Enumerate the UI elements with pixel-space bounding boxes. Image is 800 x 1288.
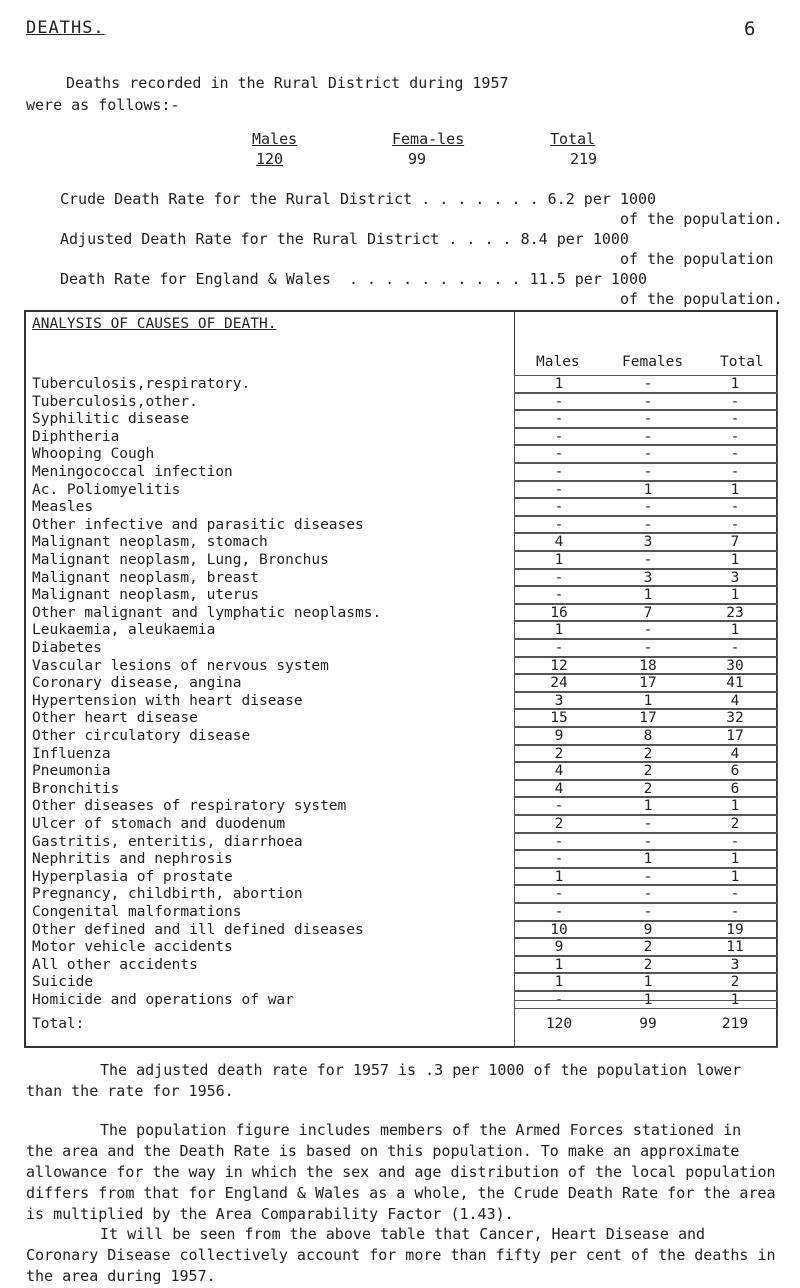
- summary-header-females: Fema-les: [392, 130, 465, 148]
- table-row-cause: Homicide and operations of war: [32, 992, 294, 1008]
- table-row-cause: Tuberculosis,respiratory.: [32, 376, 251, 392]
- table-row-cause: Other infective and parasitic diseases: [32, 516, 364, 533]
- totals-males: 120: [545, 1016, 573, 1032]
- table-row-cause: All other accidents: [32, 956, 198, 973]
- table-cell-total: 2: [730, 974, 740, 991]
- table-cell-males: -: [554, 411, 564, 428]
- table-cell-total: 1: [730, 798, 740, 815]
- table-cell-males: 1: [554, 868, 564, 885]
- table-cell-total: 23: [726, 604, 744, 621]
- table-row-cause: Tuberculosis,other.: [32, 393, 198, 410]
- table-cell-males: 4: [554, 780, 564, 797]
- table-cell-females: 1: [643, 992, 653, 1008]
- table-row-cause: Diphtheria: [32, 428, 120, 445]
- table-cell-total: 6: [730, 763, 740, 780]
- table-cell-males: 4: [554, 534, 564, 551]
- table-cell-total: 3: [730, 956, 740, 973]
- summary-value-females: 99: [408, 150, 427, 168]
- table-cell-total: 7: [730, 534, 740, 551]
- table-cell-males: -: [554, 446, 564, 463]
- table-cell-females: 2: [643, 763, 653, 780]
- adjusted-rate-line: Adjusted Death Rate for the Rural District . . . . 8.4 per 1000: [60, 230, 629, 248]
- table-cell-total: 19: [726, 921, 744, 938]
- table-row-cause: Hyperplasia of prostate: [32, 868, 233, 885]
- summary-value-total: 219: [570, 150, 598, 168]
- col-header-females: Females: [622, 354, 684, 370]
- table-cell-total: -: [730, 446, 740, 463]
- table-cell-total: 32: [726, 710, 744, 727]
- paragraph-adjusted-rate: The adjusted death rate for 1957 is .3 per 1000 of the population lower than the rate for 1956.: [26, 1061, 742, 1100]
- table-cell-males: 12: [550, 657, 568, 674]
- table-cell-total: 4: [730, 745, 740, 762]
- table-row-cause: Malignant neoplasm, breast: [32, 569, 259, 586]
- table-cell-total: 1: [730, 622, 740, 639]
- paragraph-conclusion: It will be seen from the above table that Cancer, Heart Disease and Coronary Disease collectively account for more than fifty per cent of the deaths in the area during 1957.: [26, 1225, 776, 1285]
- table-cell-total: -: [730, 411, 740, 428]
- table-cell-total: 41: [726, 675, 744, 692]
- page-number: 6: [744, 18, 756, 40]
- summary-header-males: Males: [252, 130, 298, 148]
- table-cell-females: -: [643, 833, 653, 850]
- table-cell-females: -: [643, 393, 653, 410]
- table-cell-females: 1: [643, 851, 653, 868]
- table-cell-females: 1: [643, 798, 653, 815]
- table-cell-females: -: [643, 499, 653, 516]
- table-cell-females: 8: [643, 728, 653, 744]
- table-row-cause: Syphilitic disease: [32, 411, 190, 428]
- causes-of-death-table: [24, 310, 778, 1048]
- table-row-cause: Pneumonia: [32, 763, 111, 780]
- table-row-cause: Pregnancy, childbirth, abortion: [32, 886, 303, 903]
- table-row-cause: Other diseases of respiratory system: [32, 798, 347, 815]
- table-cell-males: 4: [554, 763, 564, 780]
- table-cell-total: 1: [730, 992, 740, 1008]
- paragraph-population: The population figure includes members of the Armed Forces stationed in the area and the Death Rate is based on this population. To make an approximate allowance for the way in which the sex and age distribution of the local population differs from that for England & Wales as a whole, the Crude Death Rate for the area is multiplied by the Area Comparability Factor (1.43).: [26, 1121, 776, 1223]
- england-rate-line: Death Rate for England & Wales . . . . . . . . . . 11.5 per 1000: [60, 270, 647, 288]
- table-cell-females: -: [643, 886, 653, 903]
- intro-line-2: were as follows:-: [26, 96, 180, 114]
- totals-females: 99: [639, 1016, 657, 1032]
- table-row-cause: Diabetes: [32, 640, 102, 656]
- table-cell-females: 2: [643, 780, 653, 797]
- table-cell-males: 1: [554, 956, 564, 973]
- table-cell-total: 1: [730, 481, 740, 498]
- table-cell-males: 1: [554, 552, 564, 568]
- table-cell-males: -: [554, 904, 564, 920]
- table-cell-females: -: [643, 428, 653, 445]
- table-cell-males: -: [554, 393, 564, 410]
- table-cell-males: 16: [550, 604, 568, 621]
- table-cell-females: 1: [643, 587, 653, 604]
- table-cell-total: -: [730, 904, 740, 920]
- table-cell-males: -: [554, 464, 564, 480]
- table-cell-males: 10: [550, 921, 568, 938]
- table-cell-females: 1: [643, 692, 653, 709]
- table-row-cause: Ac. Poliomyelitis: [32, 481, 181, 498]
- table-row-cause: Bronchitis: [32, 780, 120, 797]
- table-cell-total: 17: [726, 728, 744, 744]
- table-row-cause: Hypertension with heart disease: [32, 692, 303, 709]
- table-cell-males: -: [554, 640, 564, 656]
- table-cell-total: 2: [730, 816, 740, 832]
- table-cell-total: 1: [730, 552, 740, 568]
- table-row-cause: Vascular lesions of nervous system: [32, 657, 329, 674]
- table-cell-females: 2: [643, 745, 653, 762]
- table-cell-total: -: [730, 393, 740, 410]
- table-cell-females: -: [643, 464, 653, 480]
- table-row-cause: Other defined and ill defined diseases: [32, 921, 364, 938]
- table-cell-total: -: [730, 833, 740, 850]
- table-row-cause: Motor vehicle accidents: [32, 939, 233, 956]
- table-cell-females: -: [643, 904, 653, 920]
- crude-rate-line: Crude Death Rate for the Rural District . . . . . . . 6.2 per 1000: [60, 190, 657, 208]
- table-cell-males: 3: [554, 692, 564, 709]
- table-cell-total: 1: [730, 868, 740, 885]
- intro-line-1: Deaths recorded in the Rural District during 1957: [66, 74, 509, 92]
- col-header-males: Males: [536, 354, 580, 370]
- table-row-cause: Malignant neoplasm, Lung, Bronchus: [32, 552, 329, 568]
- summary-value-males: 120: [256, 150, 284, 168]
- table-row-cause: Other heart disease: [32, 710, 198, 727]
- table-row-cause: Suicide: [32, 974, 94, 991]
- table-cell-females: -: [643, 376, 653, 392]
- table-cell-females: 2: [643, 956, 653, 973]
- table-row-cause: Influenza: [32, 745, 111, 762]
- summary-header-total: Total: [550, 130, 596, 148]
- table-cell-males: -: [554, 569, 564, 586]
- table-cell-males: -: [554, 428, 564, 445]
- table-cell-total: -: [730, 499, 740, 516]
- table-row-cause: Malignant neoplasm, uterus: [32, 587, 259, 604]
- table-cell-total: 6: [730, 780, 740, 797]
- table-row-cause: Leukaemia, aleukaemia: [32, 622, 216, 639]
- table-cell-females: 1: [643, 974, 653, 991]
- table-cell-males: 1: [554, 376, 564, 392]
- table-cell-females: -: [643, 816, 653, 832]
- table-row-cause: Meningococcal infection: [32, 464, 233, 480]
- table-cell-females: 17: [639, 675, 657, 692]
- table-cell-males: 9: [554, 939, 564, 956]
- table-row-cause: Measles: [32, 499, 94, 516]
- table-cell-males: -: [554, 886, 564, 903]
- table-row-cause: Malignant neoplasm, stomach: [32, 534, 268, 551]
- table-cell-females: 17: [639, 710, 657, 727]
- table-cell-males: -: [554, 798, 564, 815]
- table-cell-females: 2: [643, 939, 653, 956]
- table-cell-total: -: [730, 464, 740, 480]
- table-cell-females: -: [643, 640, 653, 656]
- table-row-cause: Congenital malformations: [32, 904, 242, 920]
- table-cell-total: -: [730, 516, 740, 533]
- totals-total: 219: [721, 1016, 749, 1032]
- table-cell-total: 1: [730, 851, 740, 868]
- table-row-cause: Gastritis, enteritis, diarrhoea: [32, 833, 303, 850]
- table-row-cause: Other malignant and lymphatic neoplasms.: [32, 604, 382, 621]
- table-title: ANALYSIS OF CAUSES OF DEATH.: [32, 316, 277, 332]
- table-row-cause: Other circulatory disease: [32, 728, 251, 744]
- totals-label: Total:: [32, 1016, 85, 1032]
- table-row-cause: Whooping Cough: [32, 446, 155, 463]
- table-cell-males: 15: [550, 710, 568, 727]
- england-rate-suffix: of the population.: [620, 290, 783, 308]
- table-cell-females: 3: [643, 569, 653, 586]
- table-cell-males: 1: [554, 622, 564, 639]
- table-cell-total: 11: [726, 939, 744, 956]
- table-cell-males: 2: [554, 816, 564, 832]
- table-cell-females: 1: [643, 481, 653, 498]
- table-cell-total: -: [730, 886, 740, 903]
- table-row-cause: Nephritis and nephrosis: [32, 851, 233, 868]
- table-cell-total: 4: [730, 692, 740, 709]
- table-cell-males: 9: [554, 728, 564, 744]
- table-cell-females: 3: [643, 534, 653, 551]
- table-cell-total: 3: [730, 569, 740, 586]
- table-row-cause: Coronary disease, angina: [32, 675, 242, 692]
- table-cell-females: -: [643, 868, 653, 885]
- crude-rate-suffix: of the population.: [620, 210, 783, 228]
- table-cell-total: 1: [730, 376, 740, 392]
- table-cell-males: 1: [554, 974, 564, 991]
- table-cell-males: -: [554, 587, 564, 604]
- table-cell-males: -: [554, 481, 564, 498]
- table-cell-males: 24: [550, 675, 568, 692]
- table-cell-total: 30: [726, 657, 744, 674]
- table-cell-males: -: [554, 499, 564, 516]
- col-header-total: Total: [720, 354, 764, 370]
- table-cell-females: 9: [643, 921, 653, 938]
- table-cell-females: -: [643, 622, 653, 639]
- table-cell-males: -: [554, 851, 564, 868]
- table-cell-total: 1: [730, 587, 740, 604]
- table-cell-females: -: [643, 446, 653, 463]
- table-cell-males: -: [554, 516, 564, 533]
- table-cell-females: -: [643, 552, 653, 568]
- table-cell-females: 7: [643, 604, 653, 621]
- section-title: DEATHS.: [26, 18, 105, 38]
- table-cell-males: -: [554, 992, 564, 1008]
- table-cell-total: -: [730, 428, 740, 445]
- table-row-cause: Ulcer of stomach and duodenum: [32, 816, 286, 832]
- table-cell-total: -: [730, 640, 740, 656]
- table-cell-males: -: [554, 833, 564, 850]
- table-cell-males: 2: [554, 745, 564, 762]
- adjusted-rate-suffix: of the population: [620, 250, 774, 268]
- table-cell-females: -: [643, 516, 653, 533]
- table-cell-females: 18: [639, 657, 657, 674]
- table-cell-females: -: [643, 411, 653, 428]
